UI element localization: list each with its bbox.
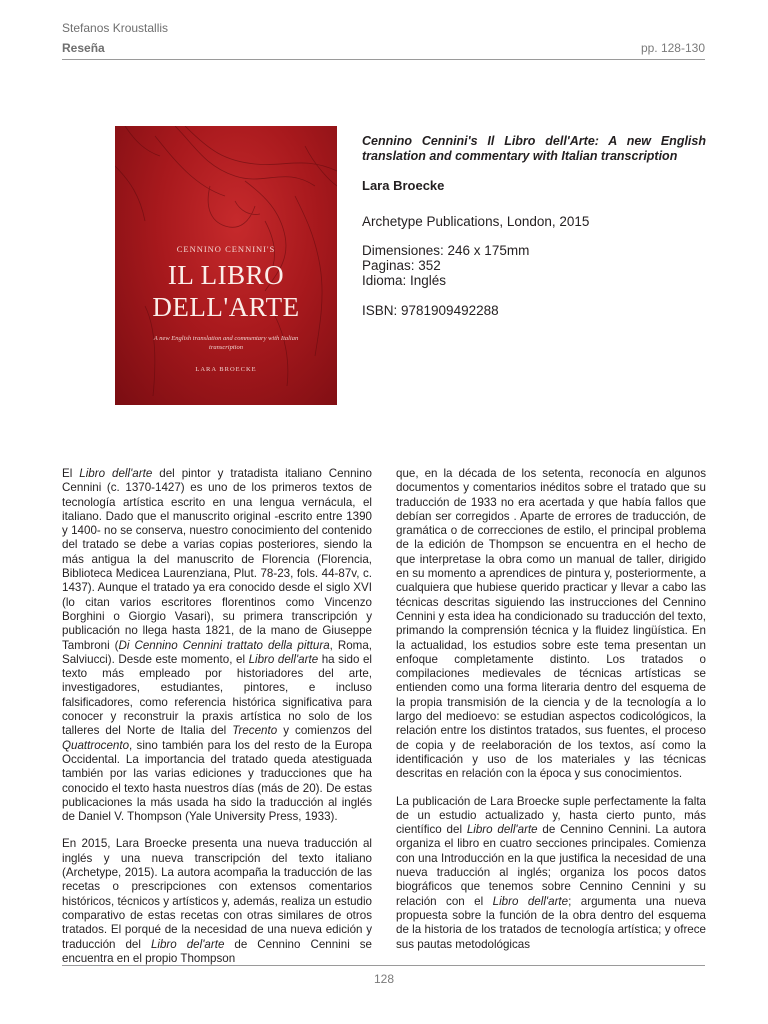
body-column-right: [396, 467, 706, 965]
running-header-section: Reseña: [62, 41, 105, 55]
paragraph-3: que, en la década de los setenta, reconocía en algunos documentos y comentarios inéditos sobre el tratado que su traducción de 1933 no era acertada y que había fallos que debían ser corregidos . Aparte de errores de traducción, de gramática o de correcciones de estilo, el principal problema de la edición de Thompson se encuentra en el hecho de que interpretase la obra como un manual de taller, dirigido en su momento a aprendices de pintura y, posteriormente, a cualquiera que hubiese querido practicar y llevar a cabo las técnicas descritas siguiendo las instrucciones del Cennino Cennini y esta idea ha condicionado su traducción del texto, primando la comprensión técnica y la fluidez lingüística. En la actualidad, los estudios sobre este tema presentan un enfoque completamente distinto. Los tratados o compilaciones medievales de técnicas artísticas se entienden como una forma literaria dentro del esquema de la propia transmisión de la ciencia y de la tecnología a lo largo del medioevo: se estudian aspectos codicológicos, la relación entre los distintos tratados, sus fuentes, el proceso de copia y de reelaboración de los textos, así como la identificación y uso de los materiales y las técnicas descritas en relación con la época y sus conocimientos.: [396, 467, 706, 781]
book-author: Lara Broecke: [362, 178, 445, 193]
body-column-left: [62, 467, 372, 979]
cover-title-line-1: IL LIBRO: [167, 260, 285, 290]
cover-title-line-2: DELL'ARTE: [152, 292, 300, 322]
book-specs: [362, 243, 706, 288]
paragraph-1: El Libro dell'arte del pintor y tratadista italiano Cennino Cennini (c. 1370-1427) es uno de los primeros textos de tecnología artística escrito en una lengua vernácula, el italiano. Dado que el manuscrito original -escrito entre 1390 y 1400- no se conserva, nuestro conocimiento del contenido del tratado se debe a varias copias posteriores, siendo la más antigua la del manuscrito de Florencia (Florencia, Biblioteca Medicea Laurenziana, Plut. 78-23, fols. 44-87v, c. 1437). Aunque el tratado ya era conocido desde el siglo XVI (lo citan varios escritores florentinos como Vincenzo Borghini o Giorgio Vasari), su primera transcripción y publicación no llega hasta 1821, de la mano de Giuseppe Tambroni (Di Cennino Cennini trattato della pittura, Roma, Salviucci). Desde este momento, el Libro dell'arte ha sido el texto más empleado por historiadores del arte, investigadores, estudiantes, pintores, e incluso falsificadores, como referencia histórica significativa para conocer y reconstruir la praxis artística no solo de los talleres del Norte de Italia del Trecento y comienzos del Quattrocento, sino también para los del resto de la Europa Occidental. La importancia del tratado queda atestiguada también por las varias ediciones y traducciones que ha conocido el texto hasta nuestros días (más de 20). De estas publicaciones la más usada ha sido la traducción al inglés de Daniel V. Thompson (Yale University Press, 1933).: [62, 467, 373, 824]
footer-rule: [62, 965, 705, 966]
running-header-pages: pp. 128-130: [640, 41, 705, 55]
book-cover-image: [115, 126, 337, 405]
paragraph-4: La publicación de Lara Broecke suple perfectamente la falta de un estudio actualizado y, hasta cierto punto, más científico del Libro dell'arte de Cennino Cennini. La autora organiza el libro en cuatro secciones principales. Comienza con una Introducción en la que justifica la necesidad de una nueva traducción al inglés; organiza los pocos datos biográficos que tenemos sobre Cennino Cennini y su relación con el Libro dell'arte; argumenta una nueva propuesta sobre la función de la obra dentro del esquema de la historia de los tratados de tecnología artística; y ofrece sus pautas metodológicas: [396, 794, 707, 951]
book-pages: Paginas: 352: [362, 258, 441, 273]
book-dimensions: Dimensiones: 246 x 175mm: [362, 243, 530, 258]
page-number: 128: [373, 972, 395, 986]
paragraph-2: En 2015, Lara Broecke presenta una nueva traducción al inglés y una nueva transcripción del texto italiano (Archetype, 2015). La autora acompaña la traducción de las recetas o prescripciones con extensos comentarios históricos, técnicos y artísticos y, además, realiza un estudio comparativo de estas recetas con otras similares de otros tratados. El porqué de la necesidad de una nueva edición y traducción del Libro del'arte de Cennino Cennini se encuentra en el propio Thompson: [62, 837, 372, 965]
header-rule: [62, 59, 705, 60]
book-info: [362, 134, 706, 318]
cover-subtitle: A new English translation and commentary with Italian transcription: [153, 335, 299, 351]
book-title: Cennino Cennini's Il Libro dell'Arte: A new English translation and commentary with Italian transcription: [362, 134, 706, 163]
cover-title: [115, 259, 337, 323]
cover-editor: LARA BROECKE: [195, 366, 257, 373]
book-language: Idioma: Inglés: [362, 273, 447, 288]
book-publisher: Archetype Publications, London, 2015: [362, 214, 590, 229]
book-isbn: ISBN: 9781909492288: [362, 303, 499, 318]
running-header-author: Stefanos Kroustallis: [62, 21, 169, 35]
cover-author: CENNINO CENNINI'S: [176, 244, 276, 254]
